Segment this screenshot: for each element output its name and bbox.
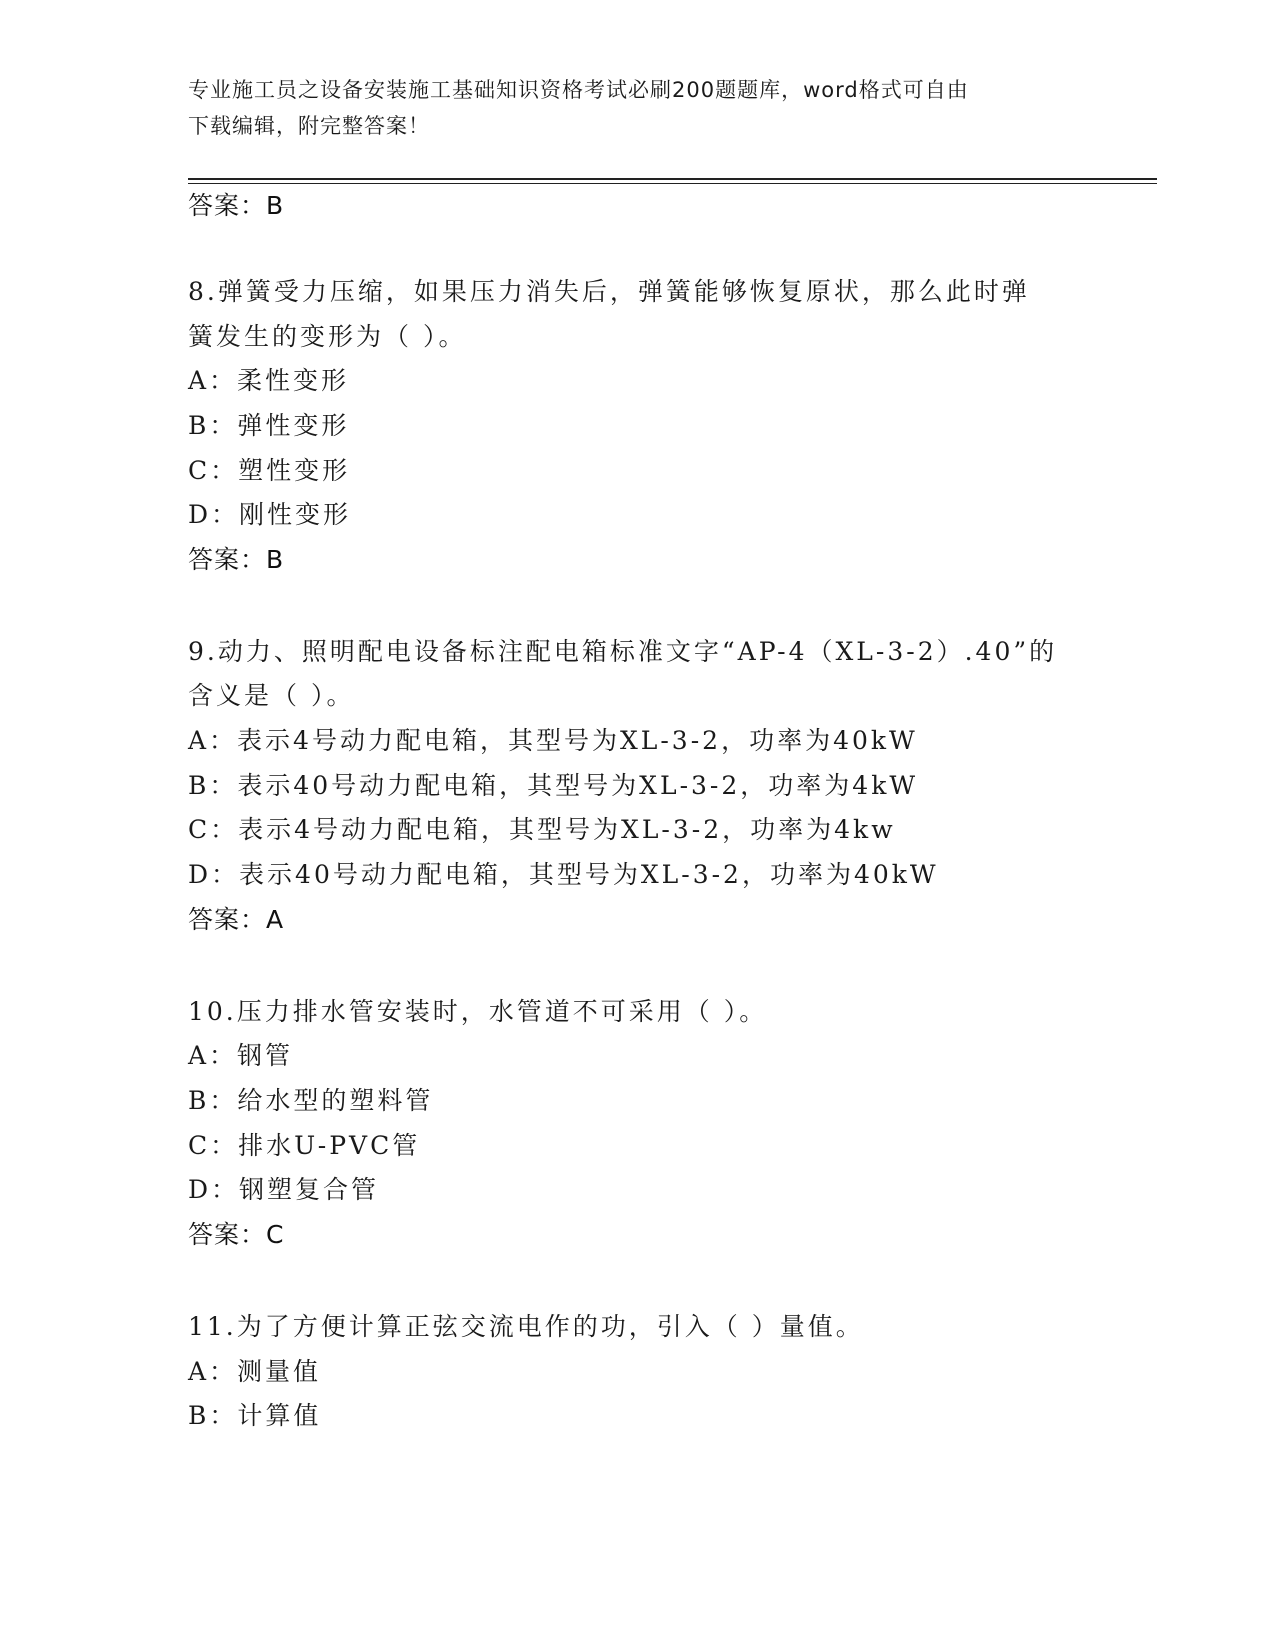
option-d: D：刚性变形 [188,500,352,529]
option-a: A：测量值 [188,1357,322,1386]
answer-line: 答案：C [188,1220,285,1249]
answer-line: 答案：B [188,191,285,220]
question-stem: 8.弹簧受力压缩，如果压力消失后，弹簧能够恢复原状，那么此时弹 [188,277,1030,306]
answer-line: 答案：A [188,905,285,934]
header-divider [188,178,1157,180]
question-stem-continued: 含义是（ ）。 [188,681,355,710]
option-d: D：表示40号动力配电箱，其型号为XL-3-2，功率为40kW [188,860,939,889]
option-c: C：塑性变形 [188,456,351,485]
option-c: C：排水U-PVC管 [188,1131,421,1160]
header-divider-thin [188,183,1157,184]
option-a: A：柔性变形 [188,366,350,395]
document-header [188,72,1068,144]
question-stem: 11.为了方便计算正弦交流电作的功，引入（ ）量值。 [188,1312,864,1341]
question-stem: 10.压力排水管安装时，水管道不可采用（ ）。 [188,997,768,1026]
answer-line: 答案：B [188,545,285,574]
option-b: B：计算值 [188,1401,322,1430]
option-b: B：弹性变形 [188,411,350,440]
option-b: B：给水型的塑料管 [188,1086,434,1115]
question-stem: 9.动力、照明配电设备标注配电箱标准文字“AP-4（XL-3-2）.40”的 [188,637,1058,666]
header-line-2: 下载编辑，附完整答案！ [188,114,430,138]
header-line-1: 专业施工员之设备安装施工基础知识资格考试必刷200题题库，word格式可自由 [188,78,969,102]
option-a: A：钢管 [188,1041,294,1070]
option-b: B：表示40号动力配电箱，其型号为XL-3-2，功率为4kW [188,771,919,800]
question-stem-continued: 簧发生的变形为（ ）。 [188,322,467,351]
option-d: D：钢塑复合管 [188,1175,380,1204]
option-c: C：表示4号动力配电箱，其型号为XL-3-2，功率为4kw [188,815,896,844]
option-a: A：表示4号动力配电箱，其型号为XL-3-2，功率为40kW [188,726,918,755]
